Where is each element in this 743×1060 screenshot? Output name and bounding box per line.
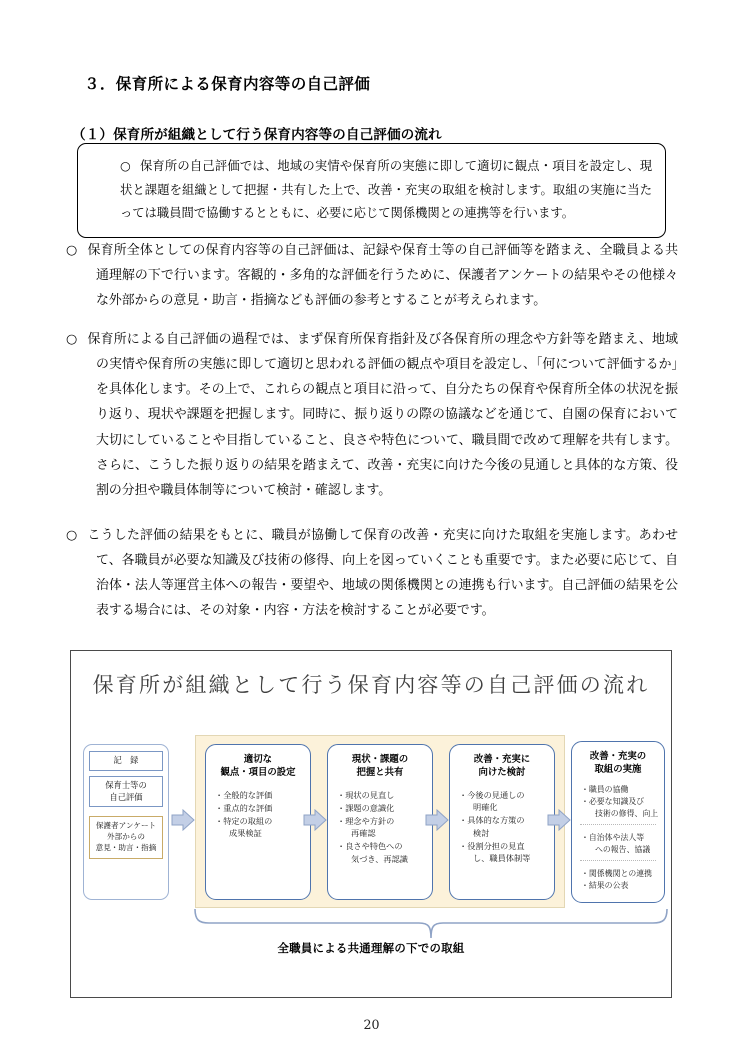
- stage-title-line: 適切な: [243, 754, 273, 765]
- outcome-bullet-text: ・結果の公表: [581, 880, 629, 890]
- stage-bullet-text: ・良さや特色への: [337, 841, 403, 852]
- stage-bullet: [459, 814, 548, 839]
- input-box-line: 自己評価: [109, 791, 143, 802]
- outcome-bullet-text: ・関係機関との連携: [581, 868, 653, 878]
- stage-bullet-text: ・現状の見直し: [337, 789, 395, 800]
- body-paragraph-2: [66, 327, 678, 503]
- stage-bullet-list: [334, 789, 426, 865]
- stage-bullet-list: [456, 789, 548, 865]
- outcome-title-line: 改善・充実の: [589, 751, 647, 762]
- stage-bullet-text: ・重点的な評価: [215, 802, 273, 813]
- outcome-bullet-text: ・自治体や法人等: [581, 832, 645, 842]
- stage-bullet-text: ・理念や方針の: [337, 815, 395, 826]
- stage-title-line: 観点・項目の設定: [220, 767, 296, 779]
- outcome-bullet: [581, 796, 658, 820]
- stage-bullet: [337, 802, 426, 814]
- stage-bullet-text: ・具体的な方策の: [459, 815, 525, 826]
- outcome-title-line: 取組の実施: [594, 764, 642, 776]
- input-box-staff-self-evaluation: [89, 776, 163, 808]
- figure-title: 保育所が組織として行う保育内容等の自己評価の流れ: [92, 673, 650, 697]
- stage-bullet-text: ・課題の意識化: [337, 802, 395, 813]
- stage-title-line: 改善・充実に: [473, 754, 531, 765]
- callout-text: 保育所の自己評価では、地域の実情や保育所の実態に即して適切に観点・項目を設定し、現状と課題を組織として把握・共有した上で、改善・充実の取組を検討します。取組の実施に当たっては職員間で協働するとともに、必要に応じて関係機関との連携等を行います。: [120, 159, 652, 221]
- outcome-bullet-group-3: [578, 868, 658, 892]
- outcome-bullet-continuation: 技術の修得、向上: [595, 808, 659, 818]
- stage-bullet-continuation: 明確化: [473, 802, 498, 813]
- subsection-heading: （１）保育所が組織として行う保育内容等の自己評価の流れ: [72, 127, 442, 144]
- summary-callout-box: [77, 143, 666, 238]
- input-box-line: 保育士等の: [105, 779, 147, 790]
- body-paragraph-1: [66, 238, 678, 313]
- body-paragraph-3: [66, 523, 678, 624]
- stage-box-set-viewpoints: [205, 744, 311, 900]
- stage-bullet-text: ・今後の見通しの: [459, 789, 525, 800]
- stage-bullet: [459, 789, 548, 814]
- arrow-right-icon-1: [171, 809, 195, 831]
- stage-bullet-continuation: し、職員体制等: [473, 853, 531, 864]
- outcome-box-implement-improvement: [571, 741, 665, 903]
- paragraph-text: 保育所全体としての保育内容等の自己評価は、記録や保育士等の自己評価等を踏まえ、全職員よる共通理解の下で行います。客観的・多角的な評価を行うために、保護者アンケートの結果やその他様々な外部からの意見・助言・指摘なども評価の参考とすることが考えられます。: [87, 243, 678, 309]
- outcome-bullet: [581, 832, 658, 856]
- stage-title: [456, 753, 548, 780]
- outcome-bullet-group-1: [578, 784, 658, 820]
- section-heading: ３．保育所による保育内容等の自己評価: [84, 75, 371, 94]
- bullet-marker: ○: [66, 332, 78, 347]
- stage-bullet-continuation: 成果検証: [229, 828, 262, 839]
- stage-title-line: 把握と共有: [356, 767, 404, 779]
- stage-title-line: 向けた検討: [478, 767, 526, 779]
- arrow-right-icon-2: [303, 809, 327, 831]
- arrow-right-icon-4: [547, 809, 571, 831]
- stage-bullet: [215, 802, 304, 814]
- figure-caption: 全職員による共通理解の下での取組: [277, 941, 465, 955]
- outcome-bullet: [581, 784, 658, 796]
- stage-title-line: 現状・課題の: [351, 754, 409, 765]
- input-box-line: 外部からの: [107, 832, 145, 842]
- input-box-line: 記 録: [113, 755, 139, 765]
- curly-brace-icon: [193, 907, 669, 941]
- outcome-bullet: [581, 868, 658, 880]
- stage-bullet: [337, 789, 426, 801]
- stage-bullet-continuation: 再確認: [351, 828, 376, 839]
- stage-bullet: [337, 840, 426, 865]
- input-box-line: 意見・助言・指摘: [95, 842, 157, 852]
- dotted-divider: [580, 824, 656, 825]
- outcome-bullet-continuation: への報告、協議: [595, 844, 651, 854]
- outcome-bullet: [581, 880, 658, 892]
- stage-box-grasp-share-issues: [327, 744, 433, 900]
- stage-bullet-list: [212, 789, 304, 840]
- stage-bullet-continuation: 検討: [473, 827, 490, 838]
- stage-bullet: [337, 815, 426, 840]
- outcome-bullet-text: ・必要な知識及び: [581, 796, 645, 806]
- stage-bullet-text: ・全般的な評価: [215, 789, 273, 800]
- inputs-column: [83, 744, 169, 900]
- input-box-line: 保護者アンケート: [95, 821, 157, 831]
- outcome-bullet-text: ・職員の協働: [581, 784, 629, 794]
- stage-bullet-continuation: 気づき、再認識: [351, 853, 408, 864]
- outcome-title: [578, 750, 658, 777]
- outcome-bullet-group-2: [578, 832, 658, 856]
- bullet-marker: ○: [120, 159, 131, 173]
- stage-bullet-text: ・特定の取組の: [215, 815, 273, 826]
- dotted-divider: [580, 860, 656, 861]
- stage-bullet: [459, 840, 548, 865]
- paragraph-text: こうした評価の結果をもとに、職員が協働して保育の改善・充実に向けた取組を実施します。あわせて、各職員が必要な知識及び技術の修得、向上を図っていくことも重要です。また必要に応じて、自治体・法人等運営主体への報告・要望や、地域の関係機関との連携も行います。自己評価の結果を公表する場合には、その対象・内容・方法を検討することが必要です。: [87, 528, 679, 619]
- paragraph-text: 保育所による自己評価の過程では、まず保育所保育指針及び各保育所の理念や方針等を踏まえ、地域の実情や保育所の実態に即して適切と思われる評価の観点や項目を設定し、「何について評価するか」を具体化します。その上で、これらの観点と項目に沿って、自分たちの保育や保育所全体の状況を振り返り、現状や課題を把握します。同時に、振り返りの際の協議などを通じて、自園の保育において大切にしていることや目指していること、良さや特色について、職員間で改めて理解を共有します。さらに、こうした振り返りの結果を踏まえて、改善・充実に向けた今後の見通しと具体的な方策、役割の分担や職員体制等について検討・確認します。: [87, 332, 678, 498]
- page-number: 20: [363, 1017, 380, 1032]
- stage-title: [334, 753, 426, 780]
- input-box-record: [89, 751, 163, 771]
- stage-bullet-text: ・役割分担の見直: [459, 840, 525, 851]
- bullet-marker: ○: [66, 528, 78, 543]
- flow-diagram-figure: [70, 650, 672, 998]
- stage-bullet: [215, 815, 304, 840]
- input-box-external-feedback: [89, 816, 163, 858]
- arrow-right-icon-3: [425, 809, 449, 831]
- stage-title: [212, 753, 304, 780]
- stage-box-consider-improvement: [449, 744, 555, 900]
- bullet-marker: ○: [66, 243, 78, 258]
- callout-paragraph: [90, 155, 652, 226]
- stage-bullet: [215, 789, 304, 801]
